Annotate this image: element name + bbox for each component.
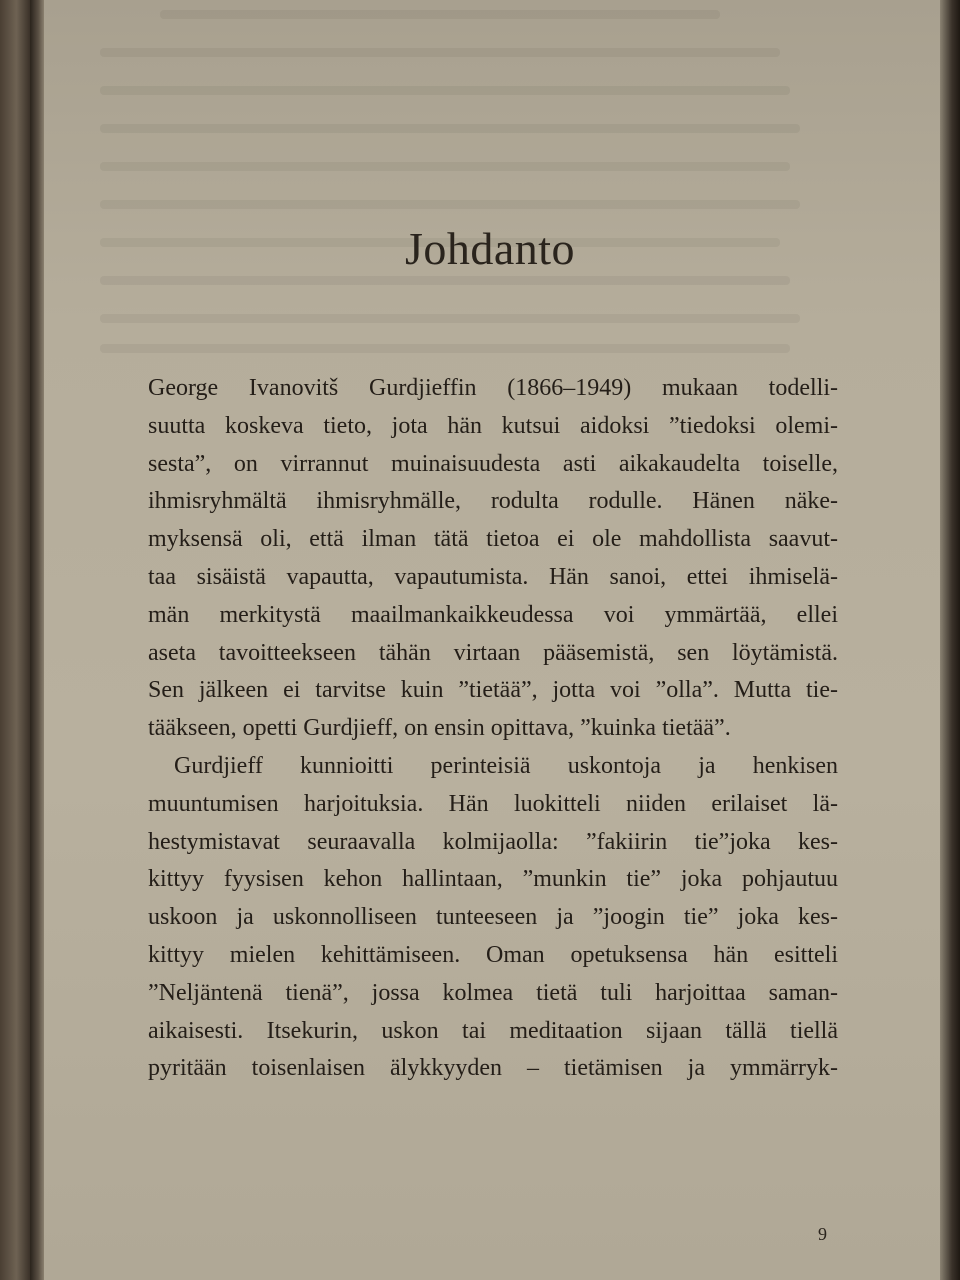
text-line: aikaisesti. Itsekurin, uskon tai meditaation sijaan tällä tiellä [148,1017,838,1044]
text-line: hestymistavat seuraavalla kolmijaolla: ”fakiirin tie”joka kes- [148,828,838,855]
text-line: män merkitystä maailmankaikkeudessa voi ymmärtää, ellei [148,601,838,628]
page-number: 9 [818,1224,827,1244]
text-line: myksensä oli, että ilman tätä tietoa ei ole mahdollista saavut- [148,526,838,553]
text-line: sesta”, on virrannut muinaisuudesta asti aikakaudelta toiselle, [148,450,838,477]
text-line: muuntumisen harjoituksia. Hän luokitteli niiden erilaiset lä- [148,790,838,817]
text-line: pyritään toisenlaisen älykkyyden – tietämisen ja ymmärryk- [148,1055,838,1082]
show-through-text [100,0,840,360]
text-line: ihmisryhmältä ihmisryhmälle, rodulta rodulle. Hänen näke- [148,488,838,515]
body-text [148,370,838,1088]
text-line: ”Neljäntenä tienä”, jossa kolmea tietä tuli harjoittaa saman- [148,979,838,1006]
text-line: suutta koskeva tieto, jota hän kutsui aidoksi ”tiedoksi olemi- [148,412,838,439]
text-line: tääkseen, opetti Gurdjieff, on ensin opittava, ”kuinka tietää”. [148,715,731,742]
chapter-title: Johdanto [404,223,576,274]
text-line: Gurdjieff kunnioitti perinteisiä uskontoja ja henkisen [174,752,838,779]
page-right-edge [940,0,960,1280]
text-line: aseta tavoitteekseen tähän virtaan pääsemistä, sen löytämistä. [148,639,838,666]
text-line: Sen jälkeen ei tarvitse kuin ”tietää”, jotta voi ”olla”. Mutta tie- [148,677,838,704]
previous-page-edge [0,0,30,1280]
text-line: kittyy fyysisen kehon hallintaan, ”munkin tie” joka pohjautuu [148,866,838,893]
text-line: kittyy mielen kehittämiseen. Oman opetuksensa hän esitteli [148,941,838,968]
text-line: George Ivanovitš Gurdjieffin (1866–1949) mukaan todelli- [148,375,838,401]
book-gutter [30,0,44,1280]
text-line: taa sisäistä vapautta, vapautumista. Hän sanoi, ettei ihmiselä- [148,563,838,590]
text-line: uskoon ja uskonnolliseen tunteeseen ja ”joogin tie” joka kes- [148,904,838,931]
